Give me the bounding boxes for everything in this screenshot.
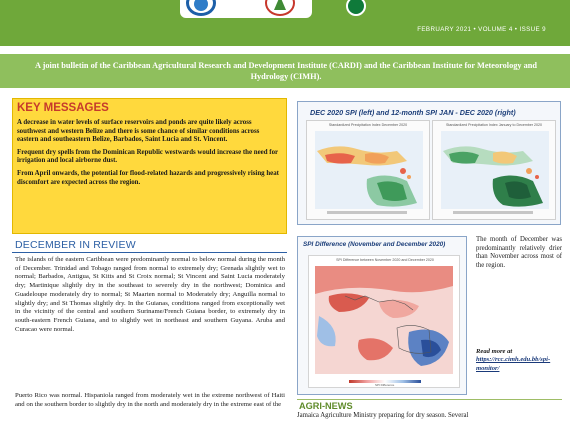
subtitle-band [0,54,570,88]
december-review-paragraph-1: The islands of the eastern Caribbean were predominantly normal to below normal during the month of December. Trinidad and Tobago ranged from normal to extremely dry; Grenada slightly wet to normal; Barbados, Antigua, St Kitts and St Croix normal; St Vincent and Saint Lucia moderately dry; Martinique slightly dry in the southeast to severely dry in the northwest; Dominica and Guadeloupe moderately dry to normal; St Maarten normal to Moderately dry; Anguilla normal to slightly dry; and St Thomas slightly dry. In the Guianas, conditions ranged from exceptionally wet in the vicinity of the central and southern Suriname/French Guiana border, to extremely dry in south-eastern French Guiana, and to slightly wet in northeast and southern Guyana. Aruba and Curacao were normal. [15,256,285,333]
spi-maps-box [297,101,561,225]
spi-difference-map [308,255,460,388]
key-message-3: From April onwards, the potential for flood-related hazards and progressively rising heat discomfort are expected across the region. [17,169,279,186]
spi-monitor-link[interactable]: https://rcc.cimh.edu.bb/spi-monitor/ [476,356,551,372]
dec-spi-map-caption: Standardized Precipitation Index December 2020 [328,123,408,127]
spi-difference-map-graphic [309,256,459,376]
spi-scale-label: SPI Difference [375,383,395,387]
annual-spi-map [432,120,556,220]
december-review-paragraph-2: Puerto Rico was normal. Hispaniola ranged from moderately wet in the extreme northwest of Haiti and on the southern border to slightly dry in the north and moderately dry in the extreme east of the [15,392,285,408]
annual-spi-map-caption: Standardized Precipitation Index January to December 2020 [445,123,543,127]
agri-news-divider [297,399,562,400]
agri-news-title: AGRI-NEWS [299,401,353,411]
dec-spi-map [306,120,430,220]
december-review-title: DECEMBER IN REVIEW [15,239,136,251]
key-messages-title: KEY MESSAGES [17,102,109,114]
read-more [476,348,562,373]
dec-spi-map-graphic [307,121,429,219]
spi-maps-title: DEC 2020 SPI (left) and 12-month SPI JAN - DEC 2020 (right) [310,108,516,117]
spi-difference-box [297,236,467,395]
bulletin-subtitle: A joint bulletin of the Caribbean Agricultural Research and Development Institute (CARDI) and the Caribbean Institute for Meteorology and Hydrology (CIMH). [35,61,537,81]
agri-news-text: Jamaica Agriculture Ministry preparing for dry season. Several [297,412,469,419]
annual-spi-map-graphic [433,121,555,219]
section-divider [12,252,287,253]
issue-line: FEBRUARY 2021 • VOLUME 4 • ISSUE 9 [417,26,546,33]
spi-difference-title: SPI Difference (November and December 2020) [303,241,446,248]
key-message-2: Frequent dry spells from the Dominican Republic westwards would increase the need for irrigation and local airborne dust. [17,148,278,165]
spi-side-note: The month of December was predominantly relatively drier than November across most of the region. [476,236,562,270]
spi-difference-map-caption: SPI Difference between November 2020 and December 2020 [336,258,434,262]
key-message-1: A decrease in water levels of surface reservoirs and ponds are quite likely across southwest and western Belize and there is some chance of similar conditions across eastern and southeastern Belize, Barbados, Saint Lucia and St. Vincent. [17,119,260,144]
key-messages-box [12,98,287,234]
read-more-label: Read more at [476,348,513,355]
